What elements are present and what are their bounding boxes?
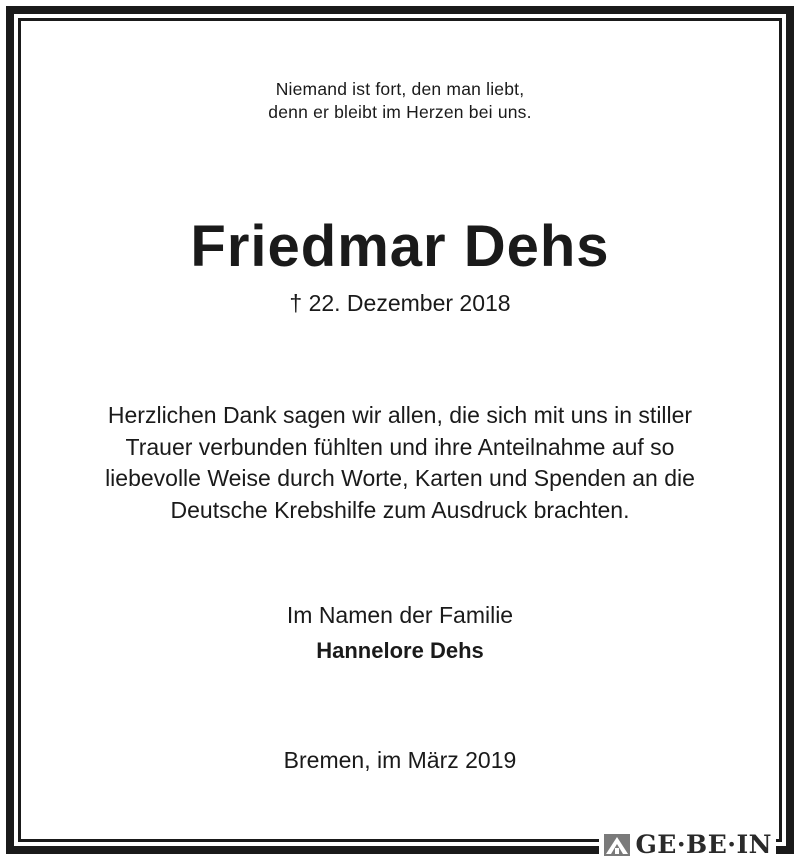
logo-text: GE·BE·IN	[635, 830, 772, 859]
thanks-text	[30, 400, 770, 526]
place-and-date: Bremen, im März 2019	[283, 747, 517, 773]
thanks-line: liebevolle Weise durch Worte, Karten und Spenden an die	[105, 465, 695, 491]
publisher-logo	[599, 830, 776, 860]
signature-intro: Im Namen der Familie	[286, 602, 514, 628]
thanks-line: Trauer verbunden fühlten und ihre Anteilnahme auf so	[125, 433, 675, 460]
motto-line: Niemand ist fort, den man liebt,	[275, 79, 525, 99]
thanks-line: Deutsche Krebshilfe zum Ausdruck brachten.	[170, 496, 630, 523]
signature-name: Hannelore Dehs	[316, 638, 484, 663]
gebein-logo-mark-icon	[603, 832, 631, 858]
motto-line: denn er bleibt im Herzen bei uns.	[268, 102, 532, 122]
death-date: † 22. Dezember 2018	[289, 290, 511, 316]
motto	[30, 78, 770, 124]
thanks-line: Herzlichen Dank sagen wir allen, die sich mit uns in stiller	[107, 402, 693, 428]
deceased-name: Friedmar Dehs	[190, 214, 610, 279]
